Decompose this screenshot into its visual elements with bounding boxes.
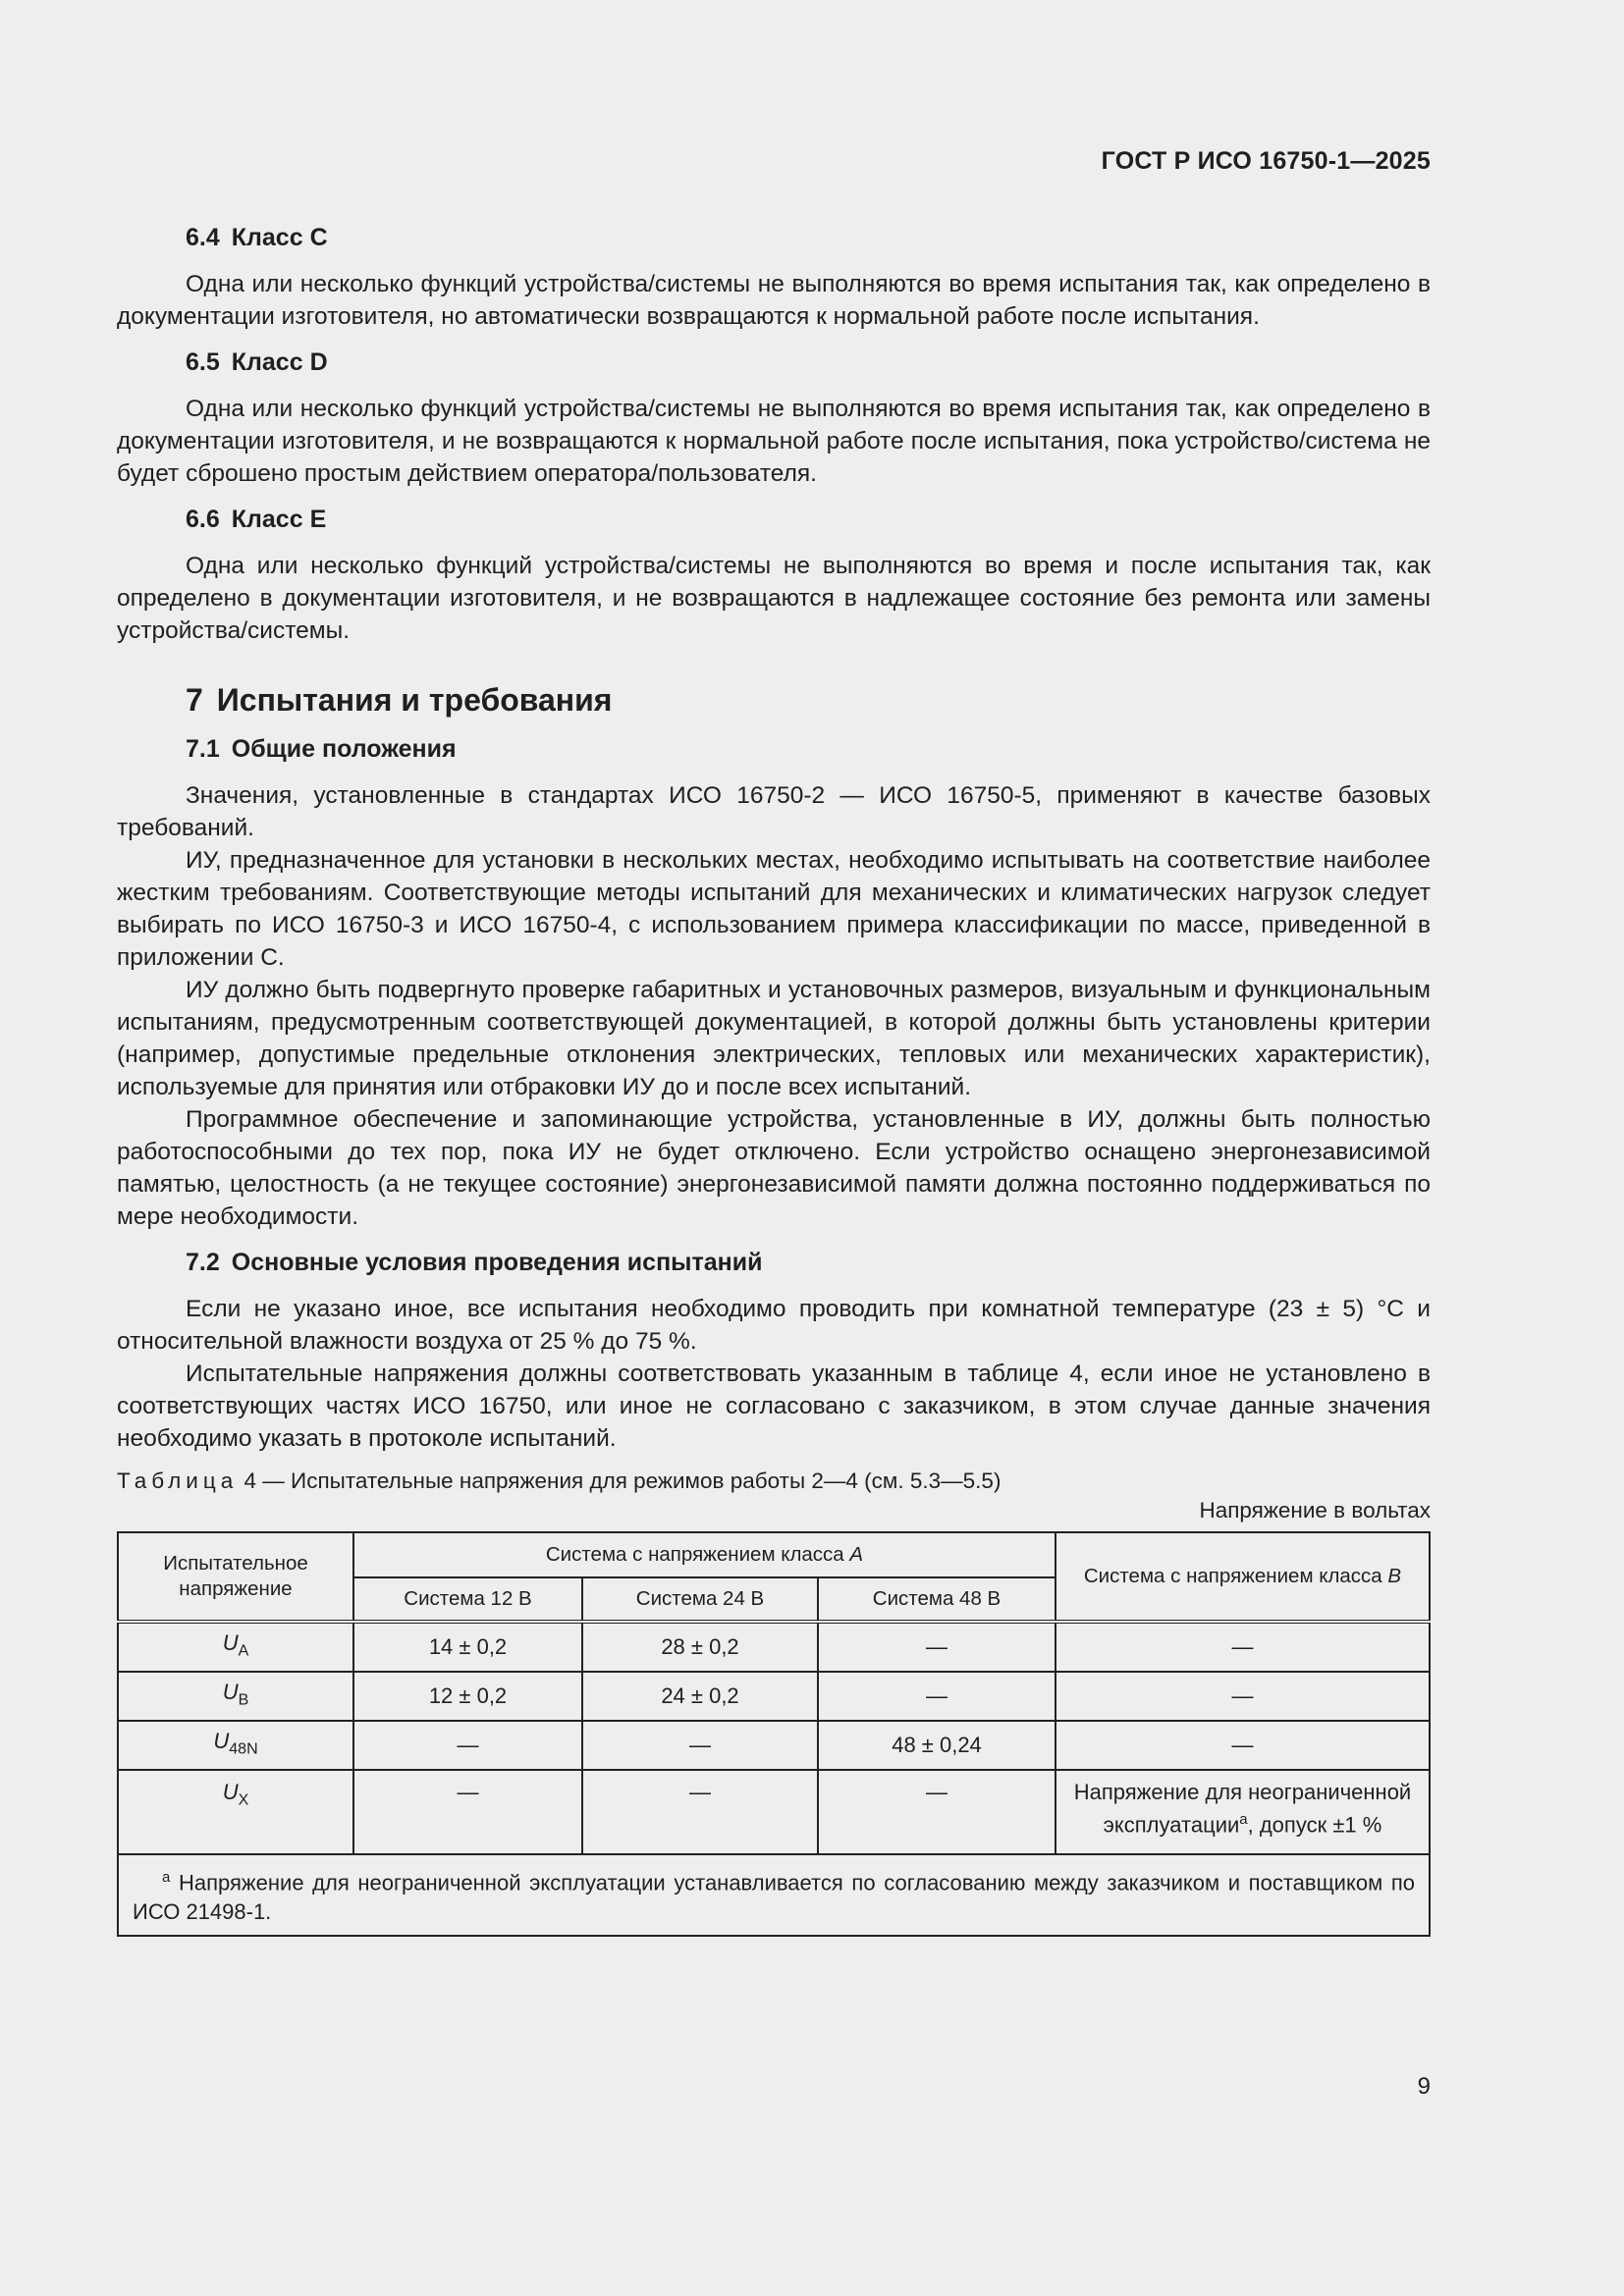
table-4-units: Напряжение в вольтах [1199,1498,1431,1522]
section-6-4-heading: 6.4 Класс С [186,224,328,251]
section-6-6-heading: 6.6 Класс E [186,506,327,533]
value-cell: — [818,1672,1056,1721]
value-cell: — [353,1770,582,1854]
symbol-cell: $U_X$ [118,1770,353,1854]
section-7-1-paragraph: ИУ должно быть подвергнуто проверке габаритных и установочных размеров, визуальным и функциональным испытаниям, предусмотренным соответствующей документацией, в которой должны быть установлены критерии (например, допустимые предельные отклонения электрических, тепловых или механических характеристик), используемые для принятия или отбраковки ИУ до и после всех испытаний. [117,977,1431,1100]
table-footnote: $^a$ Напряжение для неограниченной эксплуатации устанавливается по согласованию между заказчиком и поставщиком по ИСО 21498-1. [118,1854,1430,1936]
table-4 [117,1531,1431,1937]
section-7-2-paragraph: Если не указано иное, все испытания необходимо проводить при комнатной температуре (23 ± 5) °С и относительной влажности воздуха от 25 % до 75 %. [117,1296,1431,1355]
value-cell: 12 ± 0,2 [353,1672,582,1721]
table-footnote-row [118,1854,1430,1936]
value-cell: — [353,1721,582,1770]
section-6-4-text: Одна или несколько функций устройства/системы не выполняются во время испытания так, как определено в документации изготовителя, но автоматически возвращаются к нормальной работе после испытания. [117,271,1431,330]
document-body [117,222,1431,1937]
table-row [118,1770,1430,1854]
table-row [118,1622,1430,1672]
section-7-2-paragraph: Испытательные напряжения должны соответствовать указанным в таблице 4, если иное не установлено в соответствующих частях ИСО 16750, или иное не согласовано с заказчиком, в этом случае данные значения необходимо указать в протоколе испытаний. [117,1361,1431,1452]
page-header-code: ГОСТ Р ИСО 16750-1—2025 [1101,147,1431,175]
value-cell: 28 ± 0,2 [582,1622,818,1672]
value-cell: Напряжение для неограниченной эксплуатации$^a$, допуск ±1 % [1056,1770,1430,1854]
symbol-cell: $U_{48N}$ [118,1721,353,1770]
section-7-1-paragraph: Значения, установленные в стандартах ИСО 16750-2 — ИСО 16750-5, применяют в качестве базовых требований. [117,782,1431,841]
chapter-7-heading: 7 Испытания и требования [186,682,613,718]
header-system-24v: Система 24 В [582,1577,818,1622]
table-4-caption: Таблица 4 — Испытательные напряжения для режимов работы 2—4 (см. 5.3—5.5) [117,1468,1001,1493]
header-system-12v: Система 12 В [353,1577,582,1622]
value-cell: 14 ± 0,2 [353,1622,582,1672]
value-cell: 24 ± 0,2 [582,1672,818,1721]
value-cell: — [1056,1672,1430,1721]
section-6-5-heading: 6.5 Класс D [186,348,328,376]
section-7-1-heading: 7.1 Общие положения [186,735,457,763]
section-6-6-text: Одна или несколько функций устройства/системы не выполняются во время и после испытания так, как определено в документации изготовителя, и не возвращаются в надлежащее состояние без ремонта или замены устройства/системы. [117,553,1431,644]
section-7-2-heading: 7.2 Основные условия проведения испытаний [186,1249,763,1276]
header-class-b: Система с напряжением класса B [1056,1532,1430,1622]
value-cell: — [818,1770,1056,1854]
section-7-1-paragraph: Программное обеспечение и запоминающие устройства, установленные в ИУ, должны быть полностью работоспособными до тех пор, пока ИУ не будет отключено. Если устройство оснащено энергонезависимой памятью, целостность (а не текущее состояние) энергонезависимой памяти должна постоянно поддерживаться по мере необходимости. [117,1106,1431,1230]
value-cell: — [1056,1622,1430,1672]
table-row [118,1672,1430,1721]
table-row [118,1721,1430,1770]
symbol-cell: $U_B$ [118,1672,353,1721]
value-cell: — [1056,1721,1430,1770]
header-test-voltage: Испытательное напряжение [118,1532,353,1622]
header-class-a: Система с напряжением класса A [353,1532,1056,1577]
symbol-cell: $U_A$ [118,1622,353,1672]
header-system-48v: Система 48 В [818,1577,1056,1622]
value-cell: — [818,1622,1056,1672]
value-cell: — [582,1721,818,1770]
section-6-5-text: Одна или несколько функций устройства/системы не выполняются во время испытания так, как определено в документации изготовителя, и не возвращаются к нормальной работе после испытания, пока устройство/система не будет сброшено простым действием оператора/пользователя. [117,396,1431,487]
section-7-1-paragraph: ИУ, предназначенное для установки в нескольких местах, необходимо испытывать на соответствие наиболее жестким требованиям. Соответствующие методы испытаний для механических и климатических нагрузок следует выбирать по ИСО 16750-3 и ИСО 16750-4, с использованием примера классификации по массе, приведенной в приложении С. [117,847,1431,971]
page-number: 9 [1417,2073,1431,2100]
value-cell: — [582,1770,818,1854]
value-cell: 48 ± 0,24 [818,1721,1056,1770]
